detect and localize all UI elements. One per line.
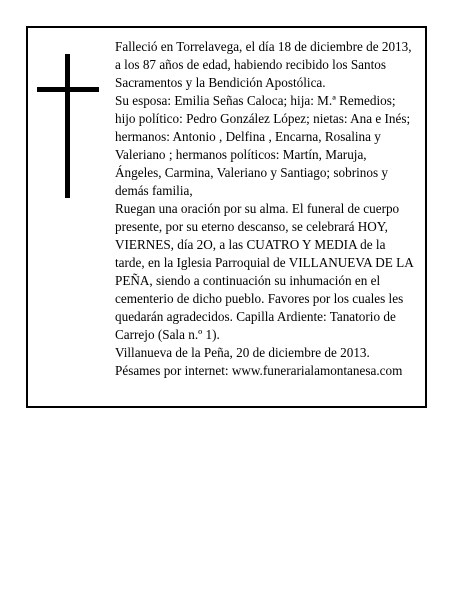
family-list: Su esposa: Emilia Señas Caloca; hija: M.ª Remedios; hijo político: Pedro González López; nietas: Ana e Inés; hermanos: Antonio , Delfina , Encarna, Rosalina y Valeriano ; hermanos políticos: Martín, Maruja, Ángeles, Carmina, Valeriano y Santiago; sobrinos y demás familia,: [115, 93, 411, 198]
place-and-date: Villanueva de la Peña, 20 de diciembre de 2013.: [115, 345, 370, 360]
death-announcement: Falleció en Torrelavega, el día 18 de diciembre de 2013, a los 87 años de edad, habiendo recibido los Santos Sacramentos y la Bendición Apostólica.: [115, 39, 412, 90]
notice-body: [115, 38, 416, 380]
cross-vertical-bar: [65, 54, 70, 198]
condolences-website: Pésames por internet: www.funerarialamontanesa.com: [115, 363, 403, 378]
funeral-details: Ruegan una oración por su alma. El funeral de cuerpo presente, por su eterno descanso, se celebrará HOY, VIERNES, día 2O, a las CUATRO Y MEDIA de la tarde, en la Iglesia Parroquial de VILLANUEVA DE LA PEÑA, siendo a continuación su inhumación en el cementerio de dicho pueblo. Favores por los cuales les quedarán agradecidos. Capilla Ardiente: Tanatorio de Carrejo (Sala n.º 1).: [115, 201, 413, 342]
cross-horizontal-bar: [37, 87, 99, 92]
cross-icon: [37, 54, 99, 198]
